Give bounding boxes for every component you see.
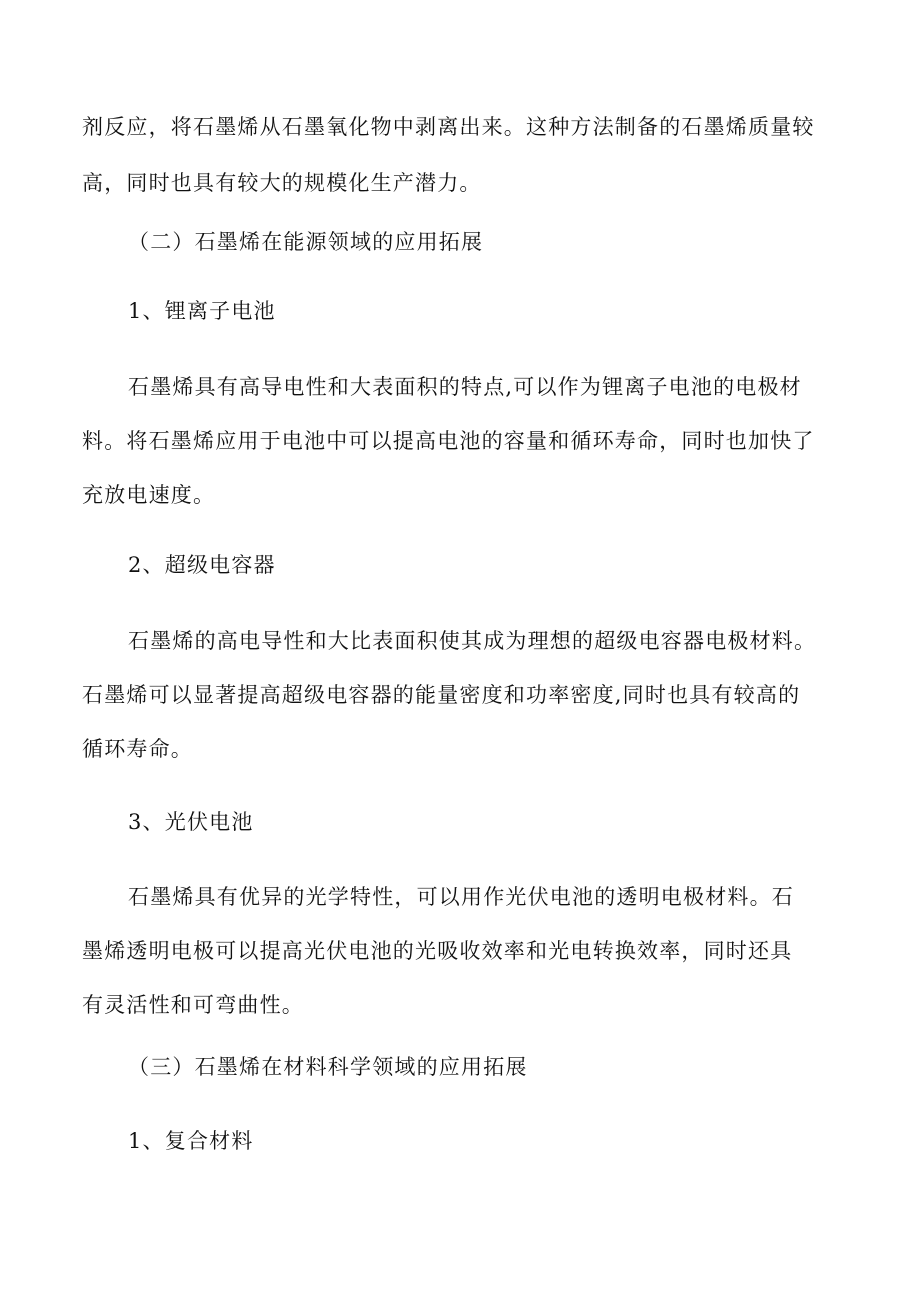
paragraph-line: 墨烯透明电极可以提高光伏电池的光吸收效率和光电转换效率，同时还具 [82,939,793,963]
paragraph-line: 充放电速度。 [82,483,216,507]
paragraph-line: 料。将石墨烯应用于电池中可以提高电池的容量和循环寿命，同时也加快了 [82,429,815,453]
paragraph-line: 高，同时也具有较大的规模化生产潜力。 [82,171,482,195]
item-heading: 2、超级电容器 [128,553,276,577]
section-heading: （二）石墨烯在能源领域的应用拓展 [128,230,484,254]
paragraph-line: 石墨烯的高电导性和大比表面积使其成为理想的超级电容器电极材料。 [128,629,817,653]
item-heading: 3、光伏电池 [128,810,254,834]
paragraph-line: 有灵活性和可弯曲性。 [82,993,304,1017]
section-heading: （三）石墨烯在材料科学领域的应用拓展 [128,1055,528,1079]
item-heading: 1、锂离子电池 [128,299,276,323]
paragraph-line: 石墨烯具有高导电性和大表面积的特点,可以作为锂离子电池的电极材 [128,375,802,399]
item-heading: 1、复合材料 [128,1129,254,1153]
paragraph-line: 石墨烯可以显著提高超级电容器的能量密度和功率密度,同时也具有较高的 [82,683,801,707]
paragraph-line: 石墨烯具有优异的光学特性，可以用作光伏电池的透明电极材料。石 [128,885,794,909]
paragraph-line: 循环寿命。 [82,737,193,761]
paragraph-line: 剂反应，将石墨烯从石墨氧化物中剥离出来。这种方法制备的石墨烯质量较 [82,115,815,139]
